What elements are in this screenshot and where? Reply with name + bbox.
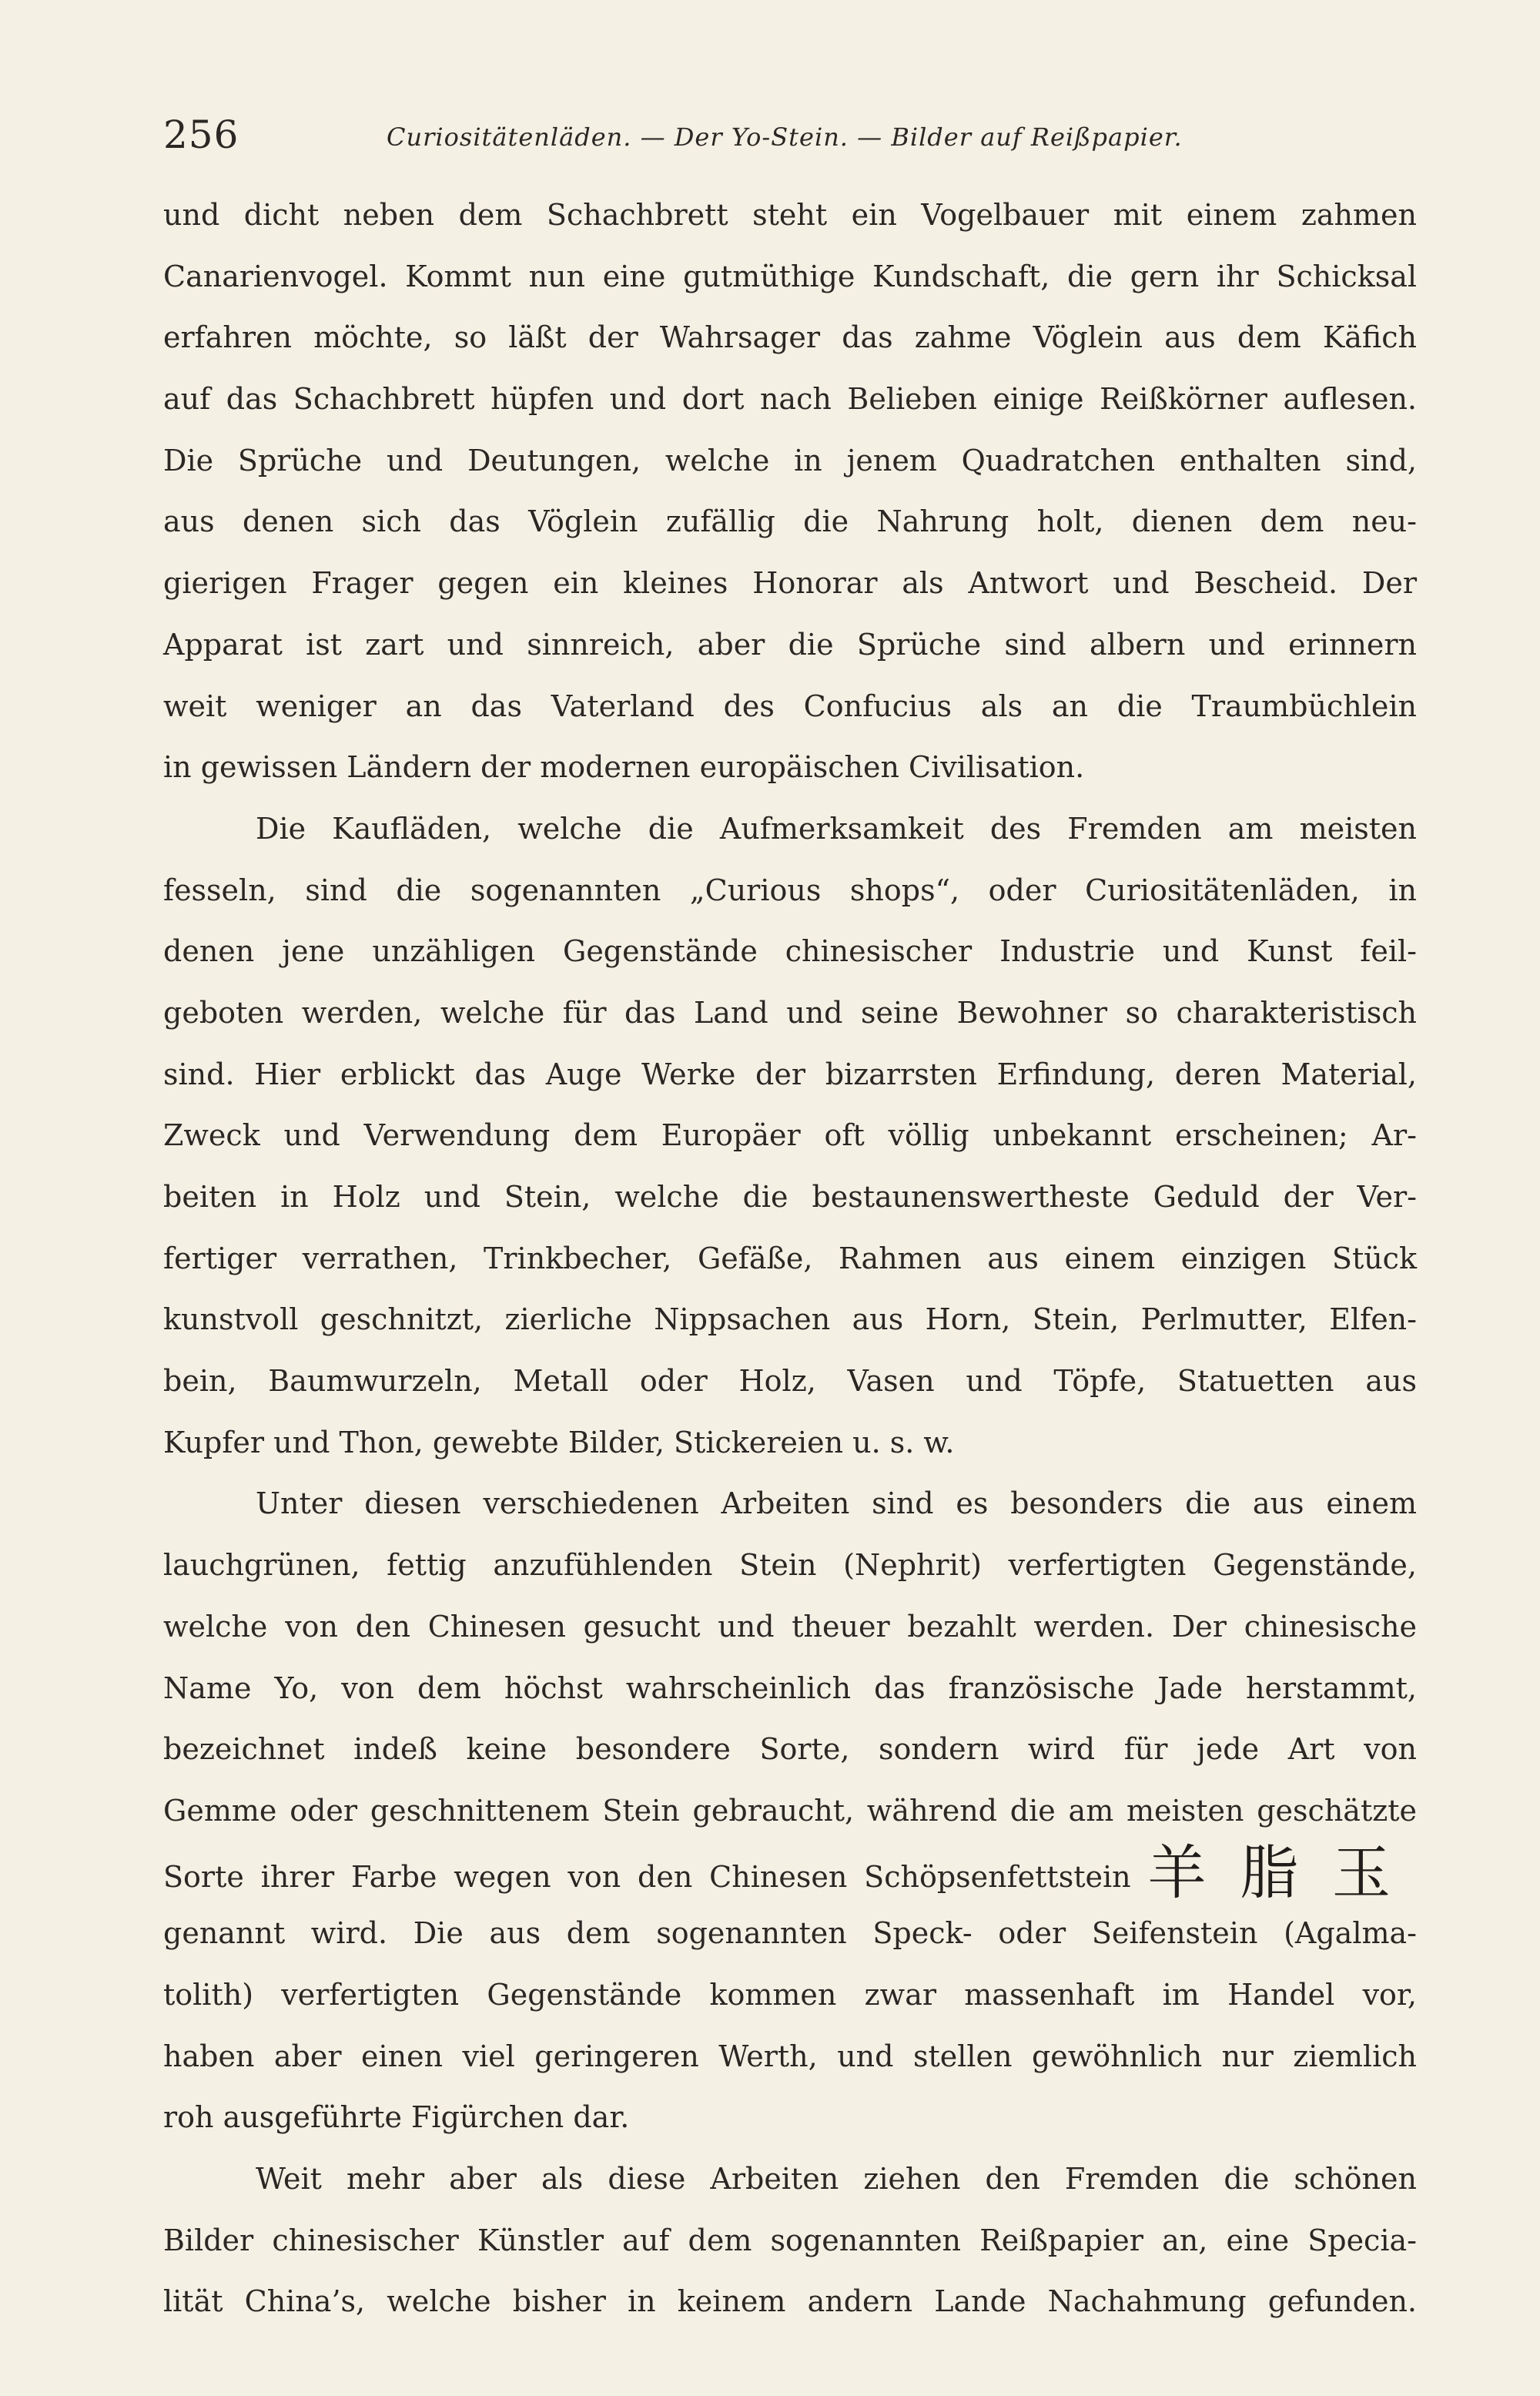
text-line: gierigen Frager gegen ein kleines Honorar als Antwort und Bescheid. Der (163, 566, 1417, 601)
text-line-with-chinese (163, 1838, 1418, 1907)
text-line: bezeichnet indeß keine besondere Sorte, sondern wird für jede Art von (163, 1732, 1417, 1767)
paragraph-start-line: Weit mehr aber als diese Arbeiten ziehen den Fremden die schönen (256, 2162, 1417, 2196)
text-line: fertiger verrathen, Trinkbecher, Gefäße, Rahmen aus einem einzigen Stück (163, 1241, 1417, 1275)
text-line: Canarienvogel. Kommt nun eine gutmüthige Kundschaft, die gern ihr Schicksal (163, 259, 1417, 293)
text-line: Die Sprüche und Deutungen, welche in jenem Quadratchen enthalten sind, (163, 443, 1417, 478)
text-line: und dicht neben dem Schachbrett steht ein Vogelbauer mit einem zahmen (163, 198, 1417, 232)
text-line: Kupfer und Thon, gewebte Bilder, Stickereien u. s. w. (163, 1425, 955, 1459)
text-line: lität China’s, welche bisher in keinem andern Lande Nachahmung gefunden. (163, 2284, 1417, 2319)
text-line: haben aber einen viel geringeren Werth, und stellen gewöhnlich nur ziemlich (163, 2039, 1417, 2073)
running-title: Curiositätenläden. — Der Yo-Stein. — Bilder auf Reißpapier. (387, 122, 1183, 152)
chinese-characters: 羊脂玉 (1147, 1838, 1418, 1907)
text-segment: Sorte ihrer Farbe wegen von den Chinesen Schöpsenfettstein (163, 1859, 1131, 1894)
text-line: fesseln, sind die sogenannten „Curious shops“, oder Curiositätenläden, in (163, 873, 1417, 907)
page-number: 256 (163, 112, 239, 157)
text-line: beiten in Holz und Stein, welche die bestaunenswertheste Geduld der Ver- (163, 1180, 1417, 1214)
text-line: Gemme oder geschnittenem Stein gebraucht, während die am meisten geschätzte (163, 1793, 1417, 1828)
text-line: sind. Hier erblickt das Auge Werke der bizarrsten Erfindung, deren Material, (163, 1057, 1417, 1091)
text-line: weit weniger an das Vaterland des Confucius als an die Traumbüchlein (163, 689, 1417, 723)
text-line: roh ausgeführte Figürchen dar. (163, 2100, 630, 2135)
text-line: lauchgrünen, fettig anzufühlenden Stein (Nephrit) verfertigten Gegenstände, (163, 1548, 1417, 1583)
text-line: tolith) verfertigten Gegenstände kommen zwar massenhaft im Handel vor, (163, 1977, 1417, 2012)
text-line: Bilder chinesischer Künstler auf dem sogenannten Reißpapier an, eine Specia- (163, 2223, 1417, 2257)
text-line: genannt wird. Die aus dem sogenannten Speck- oder Seifenstein (Agalma- (163, 1916, 1417, 1951)
paragraph-start-line: Unter diesen verschiedenen Arbeiten sind es besonders die aus einem (256, 1486, 1417, 1521)
text-line: aus denen sich das Vöglein zufällig die Nahrung holt, dienen dem neu- (163, 504, 1417, 539)
text-line: kunstvoll geschnitzt, zierliche Nippsachen aus Horn, Stein, Perlmutter, Elfen- (163, 1302, 1417, 1337)
text-line: auf das Schachbrett hüpfen und dort nach Belieben einige Reißkörner auflesen. (163, 382, 1417, 417)
paragraph-start-line: Die Kaufläden, welche die Aufmerksamkeit des Fremden am meisten (256, 811, 1417, 846)
text-line: geboten werden, welche für das Land und seine Bewohner so charakteristisch (163, 995, 1417, 1030)
body-text (163, 185, 1417, 2333)
text-line: Name Yo, von dem höchst wahrscheinlich das französische Jade herstammt, (163, 1670, 1417, 1705)
text-line: denen jene unzähligen Gegenstände chinesischer Industrie und Kunst feil- (163, 934, 1417, 969)
text-line: in gewissen Ländern der modernen europäischen Civilisation. (163, 750, 1085, 785)
text-line: bein, Baumwurzeln, Metall oder Holz, Vasen und Töpfe, Statuetten aus (163, 1364, 1417, 1399)
text-line: Zweck und Verwendung dem Europäer oft völlig unbekannt erscheinen; Ar- (163, 1118, 1417, 1153)
text-line: Apparat ist zart und sinnreich, aber die Sprüche sind albern und erinnern (163, 627, 1417, 662)
text-line: erfahren möchte, so läßt der Wahrsager das zahme Vöglein aus dem Käfich (163, 320, 1417, 355)
page-header (163, 108, 1418, 162)
text-line: welche von den Chinesen gesucht und theuer bezahlt werden. Der chinesische (163, 1609, 1417, 1644)
